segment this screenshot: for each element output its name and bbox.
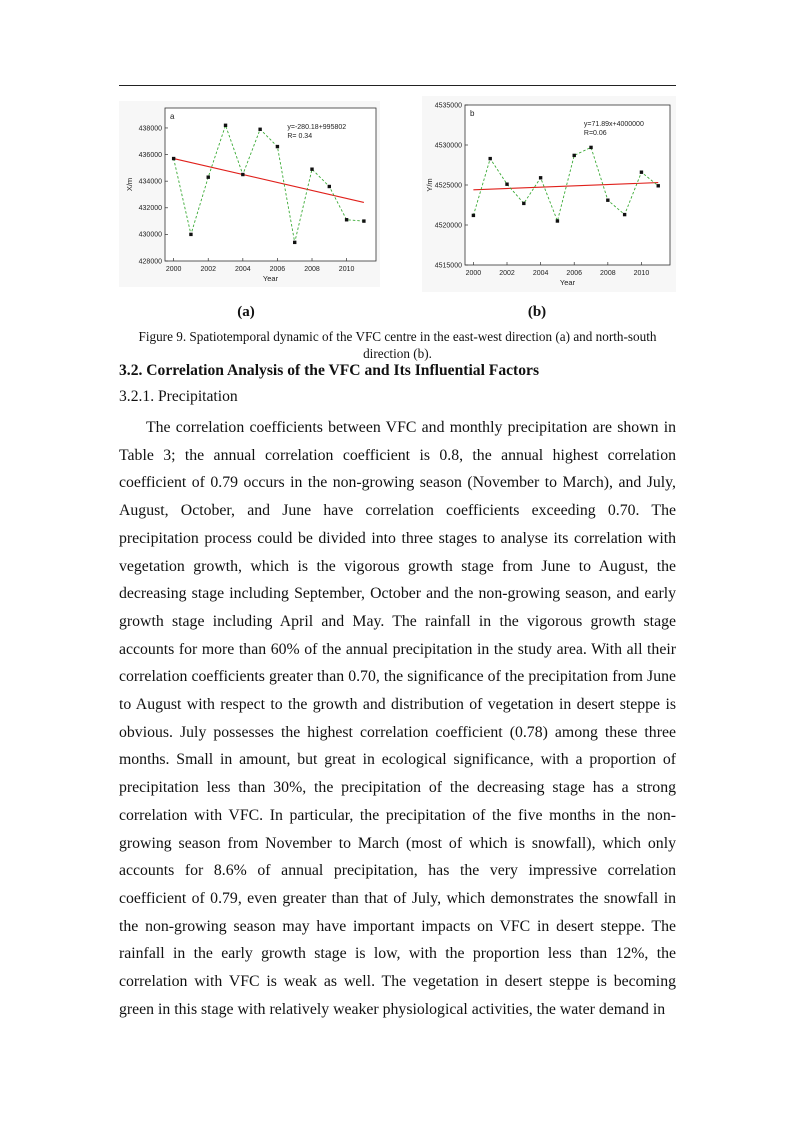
y-tick-label: 430000 xyxy=(138,231,162,239)
data-point xyxy=(623,213,626,216)
x-tick-label: 2002 xyxy=(499,270,515,277)
y-tick-label: 436000 xyxy=(138,151,162,159)
x-tick-label: 2010 xyxy=(633,270,650,277)
chart-b-svg xyxy=(422,96,676,292)
data-point xyxy=(328,185,331,188)
x-tick-label: 2008 xyxy=(600,270,616,277)
data-point xyxy=(539,176,542,179)
data-point xyxy=(657,184,660,187)
y-axis-label: X/m xyxy=(125,177,134,192)
panel-letter: a xyxy=(170,112,175,121)
data-point xyxy=(276,145,279,148)
plot-frame xyxy=(465,105,670,265)
y-tick-label: 4515000 xyxy=(434,262,462,270)
x-tick-label: 2002 xyxy=(200,266,217,273)
regression-r-value: R=0.06 xyxy=(583,130,607,137)
y-tick-label: 434000 xyxy=(138,178,162,186)
subsection-heading: 3.2.1. Precipitation xyxy=(119,388,238,405)
data-point xyxy=(189,233,192,236)
regression-r-value: R= 0.34 xyxy=(287,133,313,140)
subfigure-label-a: (a) xyxy=(237,304,255,320)
data-point xyxy=(241,173,244,176)
data-point xyxy=(207,175,210,178)
data-point xyxy=(293,241,296,244)
y-axis-label: Y/m xyxy=(425,178,434,192)
data-point xyxy=(522,202,525,205)
body-paragraph: The correlation coefficients between VFC and monthly precipitation are shown in Table 3; the annual correlation coefficient is 0.8, the annual highest correlation coefficient of 0.79 occurs in the non-growing season (November to March), and July, August, October, and June have correlation coefficients exceeding 0.70. The precipitation process could be divided into three stages to analyse its correlation with vegetation growth, which is the vigorous growth stage from June to August, the decreasing stage including September, October and the non-growing season, and early growth stage including April and May. The rainfall in the vigorous growth stage accounts for more than 60% of the annual precipitation in the study area. With all their correlation coefficients greater than 0.70, the significance of the precipitation from June to August with respect to the growth and distribution of vegetation in desert steppe is obvious. July possesses the highest correlation coefficient (0.78) among these three months. Small in amount, but great in ecological significance, with a proportion of precipitation less than 30%, the precipitation of the decreasing stage has a strong correlation with VFC. In particular, the precipitation of the five months in the non-growing season from November to March (most of which is snowfall), which only accounts for 8.6% of annual precipitation, has the very impressive correlation coefficient of 0.79, even greater than that of July, which demonstrates the snowfall in the non-growing season may have important impacts on VFC in desert steppe. The rainfall in the early growth stage is low, with the proportion less than 12%, the correlation with VFC is weak as well. The vegetation in desert steppe is becoming green in this stage with relatively weaker physiological activities, the water demand in xyxy=(119,419,676,1018)
data-point xyxy=(573,154,576,157)
data-point xyxy=(472,214,475,217)
y-tick-label: 4535000 xyxy=(434,102,462,110)
chart-panel-b xyxy=(422,96,676,292)
data-point xyxy=(556,219,559,222)
data-point xyxy=(345,218,348,221)
x-tick-label: 2006 xyxy=(566,270,583,277)
x-tick-label: 2000 xyxy=(465,270,482,277)
data-point xyxy=(172,157,175,160)
chart-panel-a xyxy=(119,101,380,287)
x-axis-label: Year xyxy=(262,274,279,283)
data-point xyxy=(362,219,365,222)
section-heading: 3.2. Correlation Analysis of the VFC and Its Influential Factors xyxy=(119,362,540,379)
regression-equation: y=71.89x+4000000 xyxy=(583,121,644,128)
data-point xyxy=(489,157,492,160)
x-tick-label: 2006 xyxy=(269,266,286,273)
x-tick-label: 2004 xyxy=(235,266,251,273)
data-point xyxy=(606,199,609,202)
data-point xyxy=(258,128,261,131)
data-point xyxy=(310,168,313,171)
chart-a-svg xyxy=(119,101,380,287)
subfigure-label-b: (b) xyxy=(527,304,547,320)
x-tick-label: 2004 xyxy=(532,270,549,277)
data-point xyxy=(640,171,643,174)
y-tick-label: 438000 xyxy=(138,125,162,133)
y-tick-label: 4530000 xyxy=(434,142,462,150)
data-point xyxy=(224,124,227,127)
y-tick-label: 4520000 xyxy=(434,222,462,230)
x-tick-label: 2010 xyxy=(338,266,355,273)
y-tick-label: 4525000 xyxy=(434,182,462,190)
x-axis-label: Year xyxy=(559,278,576,287)
data-point xyxy=(589,146,592,149)
data-point xyxy=(505,183,508,186)
figure-caption: Figure 9. Spatiotemporal dynamic of the VFC centre in the east-west direction (a) and north-south direction (b). xyxy=(138,329,657,361)
y-tick-label: 428000 xyxy=(138,258,162,266)
x-tick-label: 2008 xyxy=(304,266,320,273)
y-tick-label: 432000 xyxy=(138,205,162,213)
regression-equation: y=-280.18+995802 xyxy=(287,124,347,131)
header-rule xyxy=(119,85,676,86)
panel-letter: b xyxy=(470,109,475,118)
x-tick-label: 2000 xyxy=(165,266,182,273)
